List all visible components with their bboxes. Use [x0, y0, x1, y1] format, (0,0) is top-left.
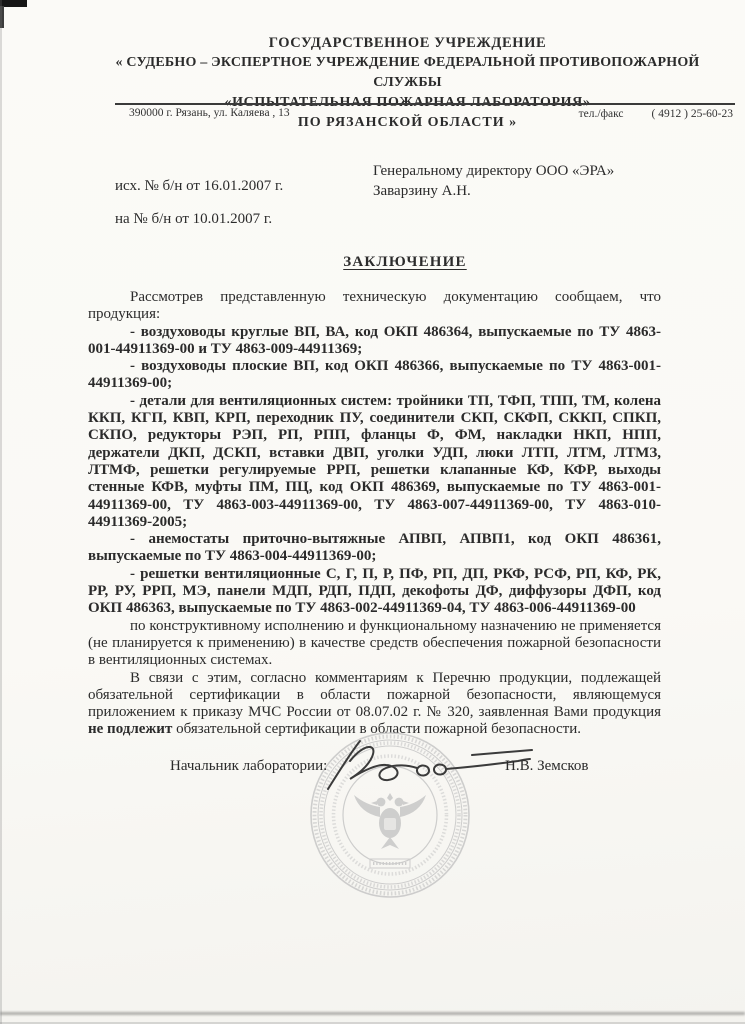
document-body: [88, 289, 661, 739]
product-item: - воздуховоды плоские ВП, код ОКП 486366, выпускаемые по ТУ 4863-001-44911369-00;: [88, 358, 661, 392]
product-item: - детали для вентиляционных систем: тройники ТП, ТФП, ТПП, ТМ, колена ККП, КГП, КВП, КРП, переходник ПУ, соединители СКП, СКФП, СККП, СПКП, СКПО, редукторы РЭП, РП, РПП, фланцы Ф, ФМ, накладки НКП, НПП, держатели ДКП, ДСКП, вставки ДВП, уголки УДП, люки ЛТП, ЛТМ, ЛТМЗ, ЛТМФ, решетки регулируемые РРП, решетки клапанные КФ, КФР, выходы стенные КФВ, муфты ПМ, ПЦ, код ОКП 486369, выпускаемые по ТУ 4863-001-44911369-00, ТУ 4863-003-44911369-00, ТУ 4863-007-44911369-00, ТУ 4863-010-44911369-2005;: [88, 392, 661, 530]
letterhead-phone: [579, 108, 733, 120]
document-title: [80, 253, 730, 271]
addressee-block: [373, 161, 614, 201]
product-item: - анемостаты приточно-вытяжные АПВП, АПВП1, код ОКП 486361, выпускаемые по ТУ 4863-004-44911369-00;: [88, 531, 661, 565]
intro-paragraph: Рассмотрев представленную техническую документацию сообщаем, что продукция:: [88, 289, 661, 323]
outgoing-reference: исх. № б/н от 16.01.2007 г.: [115, 178, 284, 194]
scan-bottom-shadow: [0, 1012, 745, 1015]
letterhead-line-4: ПО РЯЗАНСКОЙ ОБЛАСТИ »: [297, 115, 518, 130]
scan-left-edge: [0, 0, 2, 1024]
signatory-name: Н.В. Земсков: [505, 758, 589, 774]
conclusion-2-emphasis: не подлежит: [88, 721, 173, 738]
product-item: - воздуховоды круглые ВП, ВА, код ОКП 486364, выпускаемые по ТУ 4863-001-44911369-00 и ТУ 4863-009-44911369;: [88, 323, 661, 357]
conclusion-2-before: В связи с этим, согласно комментариям к Перечню продукции, подлежащей обязательной сертификации в области пожарной безопасности, являющемуся приложением к приказу МЧС России от 08.07.02 г. № 320, заявленная Вами продукция: [88, 669, 661, 721]
letterhead-line-1: ГОСУДАРСТВЕННОЕ УЧРЕЖДЕНИЕ: [268, 35, 547, 51]
document-title-text: ЗАКЛЮЧЕНИЕ: [343, 254, 467, 270]
letterhead-line-2: « СУДЕБНО – ЭКСПЕРТНОЕ УЧРЕЖДЕНИЕ ФЕДЕРАЛЬНОЙ ПРОТИВОПОЖАРНОЙ СЛУЖБЫ: [115, 55, 700, 90]
conclusion-paragraph-1: по конструктивному исполнению и функциональному назначению не применяется (не планируется к применению) в качестве средств обеспечения пожарной безопасности в вентиляционных системах.: [88, 617, 661, 669]
addressee-line-2: Заварзину А.Н.: [373, 183, 471, 199]
addressee-line-1: Генеральному директору ООО «ЭРА»: [373, 163, 615, 179]
letterhead-address: 390000 г. Рязань, ул. Каляева , 13: [129, 107, 290, 119]
signatory-role: Начальник лаборатории:: [170, 758, 328, 774]
conclusion-2-after: обязательной сертификации в области пожарной безопасности.: [172, 721, 581, 738]
product-item: - решетки вентиляционные С, Г, П, Р, ПФ, РП, ДП, РКФ, РСФ, РП, КФ, РК, РР, РУ, РРП, МЭ, панели МДП, РДП, ПДП, декофоты ДФ, диффузоры ДФП, код ОКП 486363, выпускаемые по ТУ 4863-002-44911369-04, ТУ 4863-006-44911369-00: [88, 565, 661, 617]
incoming-reference: на № б/н от 10.01.2007 г.: [115, 211, 273, 227]
phone-label: тел./факс: [578, 108, 624, 120]
scan-corner-artifact: [0, 0, 27, 7]
conclusion-paragraph-2: [88, 670, 661, 739]
phone-number: ( 4912 ) 25-60-23: [651, 108, 733, 120]
letterhead-divider: [115, 103, 735, 105]
